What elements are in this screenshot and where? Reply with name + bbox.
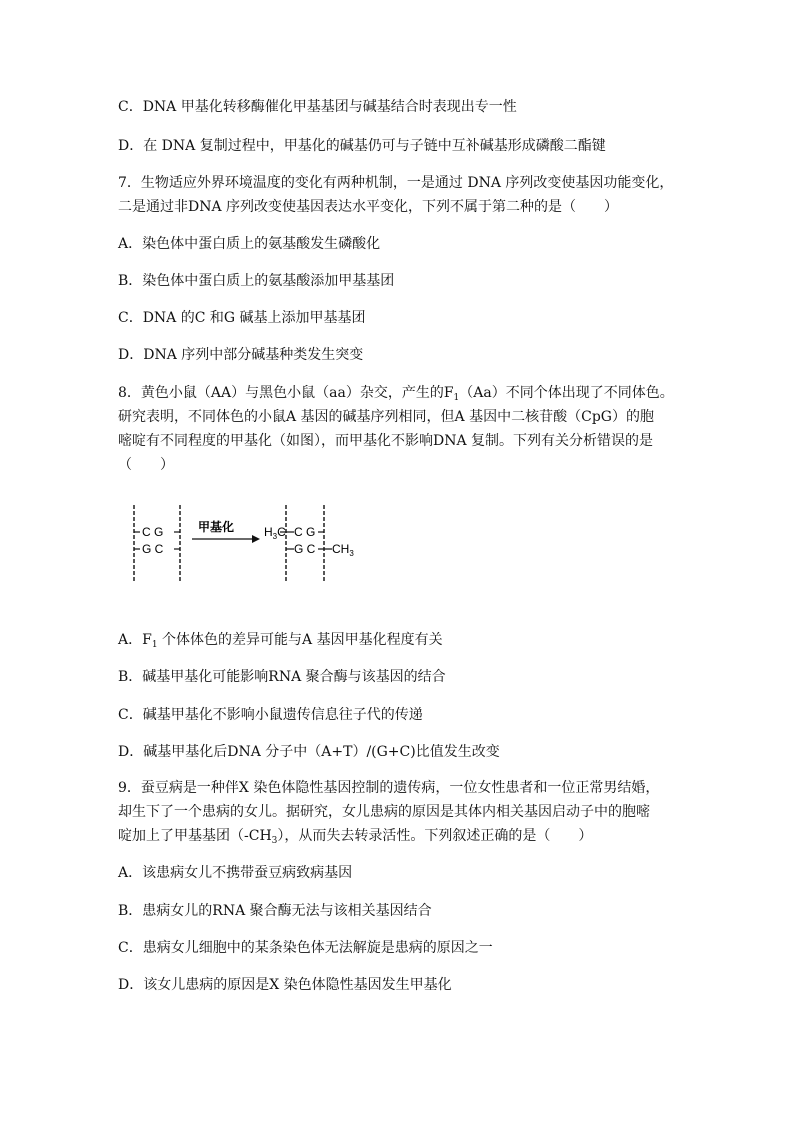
before-top-pair: C G bbox=[142, 525, 164, 539]
q8-option-d: D．碱基甲基化后DNA 分子中（A+T）/(G+C)比值发生改变 bbox=[118, 744, 500, 760]
q8-stem-line-4: （ ） bbox=[118, 457, 174, 473]
q9-stem-3b: ），从而失去转录活性。下列叙述正确的是（ ） bbox=[277, 828, 593, 844]
q8-option-c: C．碱基甲基化不影响小鼠遗传信息往子代的传递 bbox=[118, 707, 423, 723]
q8-stem-1a: 8．黄色小鼠（AA）与黑色小鼠（aa）杂交，产生的F bbox=[118, 385, 454, 401]
q8-stem-1b: （Aa）不同个体出现了不同体色。 bbox=[459, 385, 674, 401]
q7-stem-line-2: 二是通过非DNA 序列改变使基因表达水平变化，下列不属于第二种的是（ ） bbox=[118, 199, 619, 215]
q9-option-d: D．该女儿患病的原因是X 染色体隐性基因发生甲基化 bbox=[118, 977, 452, 993]
before-bottom-pair: G C bbox=[142, 542, 164, 556]
q8-option-a bbox=[118, 630, 443, 655]
q6-option-d: D．在 DNA 复制过程中，甲基化的碱基仍可与子链中互补碱基形成磷酸二酯键 bbox=[118, 138, 606, 154]
q9-stem-line-1: 9．蚕豆病是一种伴X 染色体隐性基因控制的遗传病，一位女性患者和一位正常男结婚， bbox=[118, 780, 660, 796]
q7-option-d: D．DNA 序列中部分碱基种类发生突变 bbox=[118, 347, 364, 363]
q8-option-a-sub: 1 bbox=[151, 640, 158, 650]
q7-option-a: A．染色体中蛋白质上的氨基酸发生磷酸化 bbox=[118, 236, 381, 252]
q7-option-b: B．染色体中蛋白质上的氨基酸添加甲基基团 bbox=[118, 273, 395, 289]
q9-option-c: C．患病女儿细胞中的某条染色体无法解旋是患病的原因之一 bbox=[118, 940, 493, 956]
q9-option-a: A．该患病女儿不携带蚕豆病致病基因 bbox=[118, 865, 353, 881]
q8-stem-line-1 bbox=[118, 383, 674, 408]
methyl-right-label: $CH_3$ bbox=[332, 542, 354, 558]
q7-stem-line-1: 7．生物适应外界环境温度的变化有两种机制，一是通过 DNA 序列改变使基因功能变化， bbox=[118, 175, 674, 191]
q9-stem-line-3 bbox=[118, 826, 592, 851]
q9-stem-line-2: 却生下了一个患病的女儿。据研究，女儿患病的原因是其体内相关基因启动子中的胞嘧 bbox=[118, 804, 650, 820]
q7-option-c: C．DNA 的C 和G 碱基上添加甲基基团 bbox=[118, 310, 366, 326]
q8-stem-line-2: 研究表明，不同体色的小鼠A 基因的碱基序列相同，但A 基因中二核苷酸（CpG）的胞 bbox=[118, 409, 654, 425]
q9-stem-3-sub: 3 bbox=[271, 836, 278, 846]
q8-option-a-rest: 个体体色的差异可能与A 基因甲基化程度有关 bbox=[157, 632, 443, 648]
after-bottom-pair: G C bbox=[294, 542, 316, 556]
q8-stem-1-sub: 1 bbox=[453, 393, 460, 403]
after-top-pair: C G bbox=[294, 525, 316, 539]
methyl-left-label: $H_3C$ bbox=[264, 525, 286, 541]
q8-option-b: B．碱基甲基化可能影响RNA 聚合酶与该基因的结合 bbox=[118, 669, 446, 685]
q9-stem-3a: 啶加上了甲基基团（-CH bbox=[118, 828, 272, 844]
methylation-diagram bbox=[128, 503, 368, 585]
q9-option-b: B．患病女儿的RNA 聚合酶无法与该相关基因结合 bbox=[118, 903, 432, 919]
q8-stem-line-3: 嘧啶有不同程度的甲基化（如图），而甲基化不影响DNA 复制。下列有关分析错误的是 bbox=[118, 433, 654, 449]
q8-option-a-start: A．F bbox=[118, 632, 152, 648]
q6-option-c: C．DNA 甲基化转移酶催化甲基基团与碱基结合时表现出专一性 bbox=[118, 99, 517, 115]
arrow-label: 甲基化 bbox=[198, 520, 235, 534]
